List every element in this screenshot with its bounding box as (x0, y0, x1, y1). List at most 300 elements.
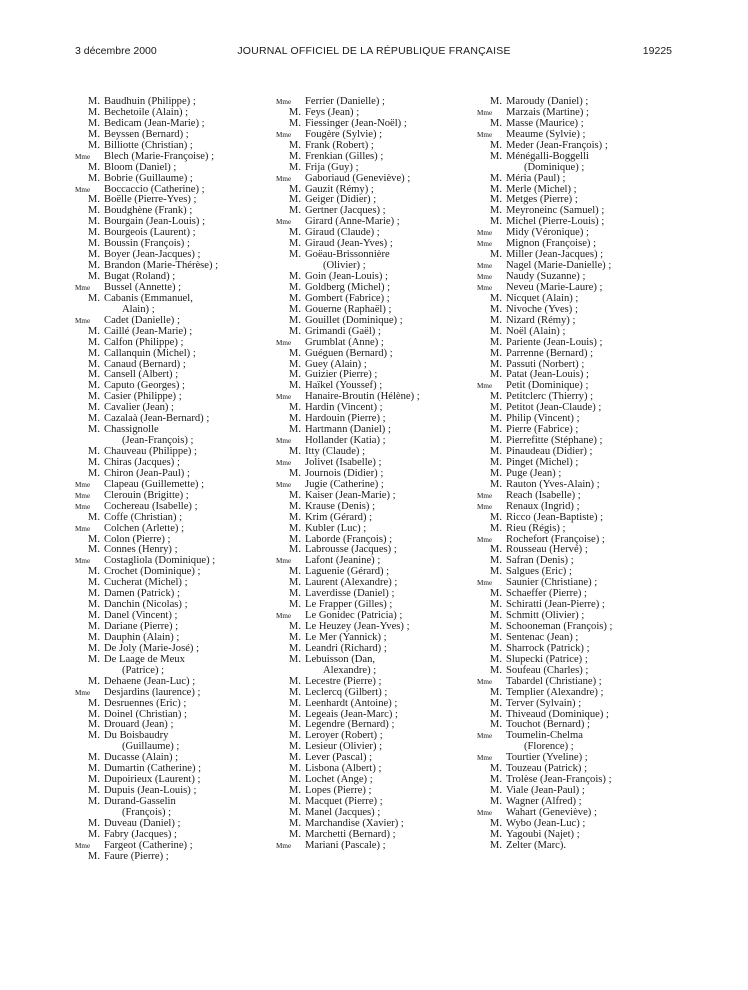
person-name: Ricco (Jean-Baptiste) ; (506, 511, 604, 523)
person-name: Clapeau (Guillemette) ; (104, 478, 205, 490)
civility-title: M. (489, 599, 502, 611)
name-entry (75, 655, 265, 666)
person-name: Leroyer (Robert) ; (305, 730, 383, 742)
civility-title: M. (489, 708, 502, 720)
person-name: Pinget (Michel) ; (506, 456, 579, 468)
person-name: Brandon (Marie-Thérèse) ; (104, 260, 219, 272)
person-name: Boyer (Jean-Jacques) ; (104, 249, 201, 261)
person-name: Hollander (Katia) ; (305, 435, 386, 447)
civility-title: M. (87, 216, 100, 228)
civility-title: M. (288, 281, 301, 293)
civility-title: M. (87, 697, 100, 709)
person-name: Bechetoile (Alain) ; (104, 106, 189, 118)
person-name: Saunier (Christiane) ; (506, 577, 598, 589)
person-name: Dauphin (Alain) ; (104, 631, 180, 643)
civility-title: Mme (75, 502, 91, 511)
person-name: Nizard (Rémy) ; (506, 314, 576, 326)
name-entry (477, 688, 667, 699)
person-name: Nagel (Marie-Danielle) ; (506, 260, 612, 272)
person-name: Fiessinger (Jean-Noël) ; (305, 117, 407, 129)
civility-title: M. (489, 183, 502, 195)
person-name: Laverdisse (Daniel) ; (305, 588, 395, 600)
civility-title: M. (87, 271, 100, 282)
name-entry (276, 699, 466, 710)
civility-title: Mme (276, 557, 292, 566)
person-name: Mignon (Françoise) ; (506, 238, 597, 250)
civility-title: Mme (75, 185, 91, 194)
name-entry (75, 349, 265, 360)
person-name: Gombert (Fabrice) ; (305, 292, 390, 304)
civility-title: Mme (75, 152, 91, 161)
person-name: Bobrie (Guillaume) ; (104, 172, 193, 184)
person-name: Parrenne (Bernard) ; (506, 347, 594, 359)
person-name: (Guillaume) ; (122, 741, 180, 753)
name-entry (477, 699, 667, 710)
person-name: Giraud (Jean-Yves) ; (305, 238, 393, 250)
name-entry (477, 338, 667, 349)
name-entry (75, 152, 265, 163)
person-name: Neveu (Marie-Laure) ; (506, 281, 603, 293)
person-name: Soufeau (Charles) ; (506, 664, 589, 676)
person-name: Schmitt (Olivier) ; (506, 610, 585, 622)
civility-title: M. (87, 566, 100, 578)
person-name: Viale (Jean-Paul) ; (506, 785, 585, 797)
person-name: Rieu (Régis) ; (506, 522, 566, 534)
civility-title: M. (87, 719, 100, 731)
person-name: De Joly (Marie-José) ; (104, 642, 200, 654)
civility-title: M. (288, 292, 301, 304)
person-name: (Olivier) ; (323, 260, 366, 272)
column-1 (75, 97, 265, 863)
civility-title: M. (87, 424, 100, 436)
civility-title: M. (489, 653, 502, 665)
name-entry (276, 524, 466, 535)
civility-title: M. (288, 828, 301, 840)
person-name: Patat (Jean-Louis) ; (506, 369, 589, 381)
civility-title: M. (87, 817, 100, 829)
person-name: Desruennes (Eric) ; (104, 697, 187, 709)
civility-title: Mme (75, 557, 91, 566)
person-name: Hardouin (Pierre) ; (305, 413, 386, 425)
person-name: Crochet (Dominique) ; (104, 566, 201, 578)
civility-title: M. (87, 413, 100, 425)
person-name: Colchen (Arlette) ; (104, 522, 185, 534)
civility-title: Mme (276, 841, 292, 850)
person-name: Geiger (Didier) ; (305, 194, 377, 206)
civility-title: M. (288, 183, 301, 195)
civility-title: M. (87, 708, 100, 720)
civility-title: M. (87, 730, 100, 742)
person-name: De Laage de Meux (104, 653, 185, 665)
civility-title: M. (87, 325, 100, 337)
civility-title: Mme (477, 273, 493, 281)
civility-title: M. (288, 752, 301, 764)
civility-title: M. (489, 205, 502, 217)
person-name: Caillé (Jean-Marie) ; (104, 325, 193, 337)
civility-title: M. (288, 686, 301, 698)
civility-title: M. (288, 303, 301, 315)
person-name: Kaiser (Jean-Marie) ; (305, 489, 396, 501)
person-name: Michel (Pierre-Louis) ; (506, 216, 605, 228)
civility-title: M. (87, 828, 100, 840)
person-name: Bussel (Annette) ; (104, 281, 182, 293)
civility-title: M. (87, 642, 100, 654)
civility-title: M. (87, 358, 100, 370)
person-name: Macquet (Pierre) ; (305, 796, 383, 807)
person-name: Nicquet (Alain) ; (506, 292, 579, 304)
civility-title: M. (87, 96, 100, 107)
civility-title: M. (87, 336, 100, 348)
civility-title: M. (87, 763, 100, 775)
person-name: Bloom (Daniel) ; (104, 161, 177, 173)
person-name: Lever (Pascal) ; (305, 752, 373, 764)
civility-title: M. (489, 478, 502, 490)
civility-title: M. (87, 128, 100, 140)
civility-title: M. (489, 325, 502, 337)
civility-title: M. (87, 752, 100, 764)
person-name: Lisbona (Albert) ; (305, 763, 382, 775)
person-name: Leclercq (Gilbert) ; (305, 686, 388, 698)
person-name: Billiotte (Christian) ; (104, 139, 193, 151)
civility-title: M. (87, 610, 100, 622)
civility-title: Mme (276, 458, 292, 467)
civility-title: M. (489, 369, 502, 381)
civility-title: M. (489, 664, 502, 676)
name-entry (75, 327, 265, 338)
civility-title: M. (489, 621, 502, 632)
name-entry (276, 174, 466, 185)
person-name: Guéguen (Bernard) ; (305, 347, 393, 359)
name-entry (276, 327, 466, 338)
name-entry (75, 502, 265, 513)
person-name: Terver (Sylvain) ; (506, 697, 582, 709)
person-name: (Jean-François) ; (122, 435, 194, 447)
person-name: Giraud (Claude) ; (305, 227, 380, 239)
civility-title (477, 742, 502, 753)
civility-title: M. (288, 511, 301, 523)
civility-title: M. (489, 610, 502, 622)
person-name: (François) ; (122, 806, 172, 818)
civility-title: M. (288, 588, 301, 600)
person-name: (Patrice) ; (122, 664, 165, 676)
person-name: Casier (Philippe) ; (104, 391, 182, 403)
civility-title: M. (489, 763, 502, 775)
civility-title: M. (87, 850, 100, 862)
civility-title: M. (489, 358, 502, 370)
person-name: Naudy (Suzanne) ; (506, 271, 586, 282)
civility-title: M. (288, 741, 301, 753)
civility-title: Mme (276, 612, 292, 621)
civility-title: Mme (477, 108, 493, 117)
person-name: Wahart (Geneviève) ; (506, 806, 597, 818)
civility-title: M. (489, 785, 502, 797)
person-name: Frenkian (Gilles) ; (305, 150, 384, 162)
person-name: Durand-Gasselin (104, 796, 176, 807)
person-name: Jolivet (Isabelle) ; (305, 456, 382, 468)
person-name: Schooneman (François) ; (506, 621, 613, 632)
civility-title: M. (87, 391, 100, 403)
civility-title: M. (288, 161, 301, 173)
person-name: Callanquin (Michel) ; (104, 347, 196, 359)
civility-title: M. (288, 402, 301, 414)
civility-title: M. (87, 631, 100, 643)
person-name: Cadet (Danielle) ; (104, 314, 180, 326)
person-name: Fargeot (Catherine) ; (104, 839, 193, 851)
name-entry (477, 163, 667, 174)
civility-title: M. (87, 621, 100, 632)
page-number: 19225 (642, 45, 672, 57)
person-name: Slupecki (Patrice) ; (506, 653, 588, 665)
civility-title (75, 305, 100, 316)
civility-title: M. (288, 763, 301, 775)
person-name: Méria (Paul) ; (506, 172, 566, 184)
person-name: Dumartin (Catherine) ; (104, 763, 202, 775)
person-name: Du Boisbaudry (104, 730, 169, 742)
person-name: Alain) ; (122, 303, 155, 315)
civility-title: M. (87, 599, 100, 611)
name-entry (477, 174, 667, 185)
civility-title: Mme (276, 437, 292, 446)
civility-title: Mme (477, 535, 493, 544)
person-name: Bourgeois (Laurent) ; (104, 227, 196, 239)
civility-title: Mme (477, 579, 493, 588)
person-name: Caputo (Georges) ; (104, 380, 186, 392)
civility-title: M. (489, 642, 502, 654)
name-entry (75, 677, 265, 688)
person-name: Passuti (Norbert) ; (506, 358, 585, 370)
name-entry (477, 677, 667, 688)
civility-title: M. (489, 336, 502, 348)
column-3 (477, 97, 667, 852)
civility-title: M. (489, 796, 502, 807)
civility-title: M. (87, 380, 100, 392)
person-name: Philip (Vincent) ; (506, 413, 580, 425)
person-name: Chiras (Jacques) ; (104, 456, 180, 468)
person-name: Nivoche (Yves) ; (506, 303, 578, 315)
civility-title: M. (288, 369, 301, 381)
person-name: Boëlle (Pierre-Yves) ; (104, 194, 197, 206)
civility-title: M. (489, 446, 502, 457)
person-name: Cochereau (Isabelle) ; (104, 500, 198, 512)
person-name: Colon (Pierre) ; (104, 533, 171, 545)
civility-title: M. (288, 533, 301, 545)
civility-title: Mme (477, 382, 493, 391)
person-name: Manel (Jacques) ; (305, 806, 381, 818)
person-name: Chiron (Jean-Paul) ; (104, 467, 190, 479)
civility-title: Mme (276, 98, 292, 106)
person-name: Krause (Denis) ; (305, 500, 376, 512)
name-entry (276, 250, 466, 261)
person-name: Laguenie (Gérard) ; (305, 566, 390, 578)
civility-title: M. (288, 467, 301, 479)
person-name: Gaboriaud (Geneviève) ; (305, 172, 411, 184)
person-name: Miller (Jean-Jacques) ; (506, 249, 604, 261)
civility-title: M. (87, 774, 100, 786)
person-name: Tabardel (Christiane) ; (506, 675, 602, 687)
civility-title: Mme (477, 677, 493, 686)
name-entry (75, 513, 265, 524)
civility-title: M. (489, 456, 502, 468)
civility-title: M. (288, 653, 301, 665)
civility-title: M. (489, 817, 502, 829)
civility-title: Mme (477, 283, 493, 292)
civility-title: M. (489, 303, 502, 315)
person-name: Merle (Michel) ; (506, 183, 577, 195)
civility-title: M. (87, 249, 100, 261)
person-name: Hardin (Vincent) ; (305, 402, 383, 414)
name-entry (75, 174, 265, 185)
journal-title: JOURNAL OFFICIEL DE LA RÉPUBLIQUE FRANÇAISE (237, 45, 511, 57)
person-name: Salgues (Eric) ; (506, 566, 572, 578)
civility-title: M. (288, 117, 301, 129)
person-name: Laborde (François) ; (305, 533, 393, 545)
person-name: Sentenac (Jean) ; (506, 631, 579, 643)
civility-title: M. (87, 161, 100, 173)
person-name: Danel (Vincent) ; (104, 610, 178, 622)
civility-title: Mme (276, 130, 292, 139)
civility-title: M. (489, 555, 502, 567)
person-name: Renaux (Ingrid) ; (506, 500, 580, 512)
person-name: Gertner (Jacques) ; (305, 205, 386, 217)
civility-title: M. (87, 511, 100, 523)
name-entry (477, 502, 667, 513)
name-entry (75, 688, 265, 699)
civility-title: M. (489, 172, 502, 184)
name-entry (276, 677, 466, 688)
person-name: Pariente (Jean-Louis) ; (506, 336, 603, 348)
civility-title: Mme (276, 480, 292, 489)
person-name: Guizier (Pierre) ; (305, 369, 378, 381)
civility-title: M. (288, 380, 301, 392)
person-name: Wagner (Alfred) ; (506, 796, 582, 807)
person-name: Drouard (Jean) ; (104, 719, 174, 731)
civility-title: M. (489, 292, 502, 304)
civility-title: M. (87, 402, 100, 414)
civility-title: M. (288, 817, 301, 829)
name-entry (276, 163, 466, 174)
civility-title: M. (288, 446, 301, 457)
person-name: Templier (Alexandre) ; (506, 686, 604, 698)
person-name: Safran (Denis) ; (506, 555, 574, 567)
person-name: Lebuisson (Dan, (305, 653, 376, 665)
civility-title: M. (489, 631, 502, 643)
civility-title: M. (288, 642, 301, 654)
person-name: Marchetti (Bernard) ; (305, 828, 396, 840)
civility-title: M. (288, 785, 301, 797)
civility-title: M. (87, 227, 100, 239)
person-name: Ménégalli-Boggelli (506, 150, 589, 162)
name-entry (276, 152, 466, 163)
person-name: Frank (Robert) ; (305, 139, 374, 151)
person-name: Fougère (Sylvie) ; (305, 128, 383, 140)
person-name: Hanaire-Broutin (Hélène) ; (305, 391, 420, 403)
person-name: Meyroneinc (Samuel) ; (506, 205, 605, 217)
person-name: Le Mer (Yannick) ; (305, 631, 387, 643)
person-name: Kubler (Luc) ; (305, 522, 367, 534)
civility-title: M. (489, 686, 502, 698)
person-name: Goldberg (Michel) ; (305, 281, 391, 293)
name-entry (276, 502, 466, 513)
person-name: Chassignolle (104, 424, 159, 436)
person-name: Bugat (Roland) ; (104, 271, 176, 282)
civility-title: M. (489, 402, 502, 414)
civility-title: M. (288, 227, 301, 239)
person-name: Toumelin-Chelma (506, 730, 583, 742)
civility-title: M. (288, 358, 301, 370)
civility-title: M. (288, 730, 301, 742)
person-name: Meaume (Sylvie) ; (506, 128, 586, 140)
person-name: Goin (Jean-Louis) ; (305, 271, 388, 282)
civility-title: M. (87, 577, 100, 589)
civility-title: M. (489, 249, 502, 261)
civility-title: M. (87, 194, 100, 206)
person-name: Dupuis (Jean-Louis) ; (104, 785, 197, 797)
person-name: Le Gonidec (Patricia) ; (305, 610, 403, 622)
civility-title: M. (489, 522, 502, 534)
civility-title: M. (489, 216, 502, 228)
person-name: Dupoirieux (Laurent) ; (104, 774, 201, 786)
person-name: Grumblat (Anne) ; (305, 336, 384, 348)
person-name: Marzais (Martine) ; (506, 106, 589, 118)
civility-title: M. (489, 194, 502, 206)
person-name: Mariani (Pascale) ; (305, 839, 386, 851)
person-name: Haïkel (Youssef) ; (305, 380, 383, 392)
person-name: Cazalaà (Jean-Bernard) ; (104, 413, 210, 425)
civility-title: Mme (75, 283, 91, 292)
person-name: Reach (Isabelle) ; (506, 489, 581, 501)
name-entry (477, 524, 667, 535)
person-name: Costagliola (Dominique) ; (104, 555, 216, 567)
civility-title: M. (288, 238, 301, 250)
civility-title: M. (288, 599, 301, 611)
civility-title: M. (87, 260, 100, 272)
civility-title: M. (288, 205, 301, 217)
civility-title: M. (288, 500, 301, 512)
civility-title: Mme (477, 754, 493, 763)
civility-title: M. (288, 631, 301, 643)
civility-title: M. (288, 271, 301, 282)
person-name: Noël (Alain) ; (506, 325, 566, 337)
person-name: Grimandi (Gaël) ; (305, 325, 381, 337)
civility-title: M. (288, 325, 301, 337)
person-name: Cucherat (Michel) ; (104, 577, 188, 589)
person-name: Itty (Claude) ; (305, 446, 366, 457)
person-name: Frija (Guy) ; (305, 161, 359, 173)
person-name: Sharrock (Patrick) ; (506, 642, 590, 654)
civility-title (477, 163, 502, 174)
civility-title: M. (489, 150, 502, 162)
civility-title: Mme (276, 218, 292, 227)
civility-title: M. (489, 719, 502, 731)
name-entry (75, 338, 265, 349)
person-name: Hartmann (Daniel) ; (305, 424, 391, 436)
person-name: Pierre (Fabrice) ; (506, 424, 579, 436)
person-name: Bedicam (Jean-Marie) ; (104, 117, 205, 129)
person-name: Journois (Didier) ; (305, 467, 384, 479)
person-name: Legeais (Jean-Marc) ; (305, 708, 398, 720)
civility-title: M. (87, 533, 100, 545)
person-name: Feys (Jean) ; (305, 106, 360, 118)
name-entry (75, 294, 265, 305)
civility-title: Mme (477, 808, 493, 817)
person-name: Lafont (Jeanine) ; (305, 555, 381, 567)
person-name: Danchin (Nicolas) ; (104, 599, 188, 611)
civility-title: M. (87, 544, 100, 556)
civility-title: M. (489, 117, 502, 129)
name-entry (276, 688, 466, 699)
civility-title: M. (288, 106, 301, 118)
person-name: Labrousse (Jacques) ; (305, 544, 397, 556)
